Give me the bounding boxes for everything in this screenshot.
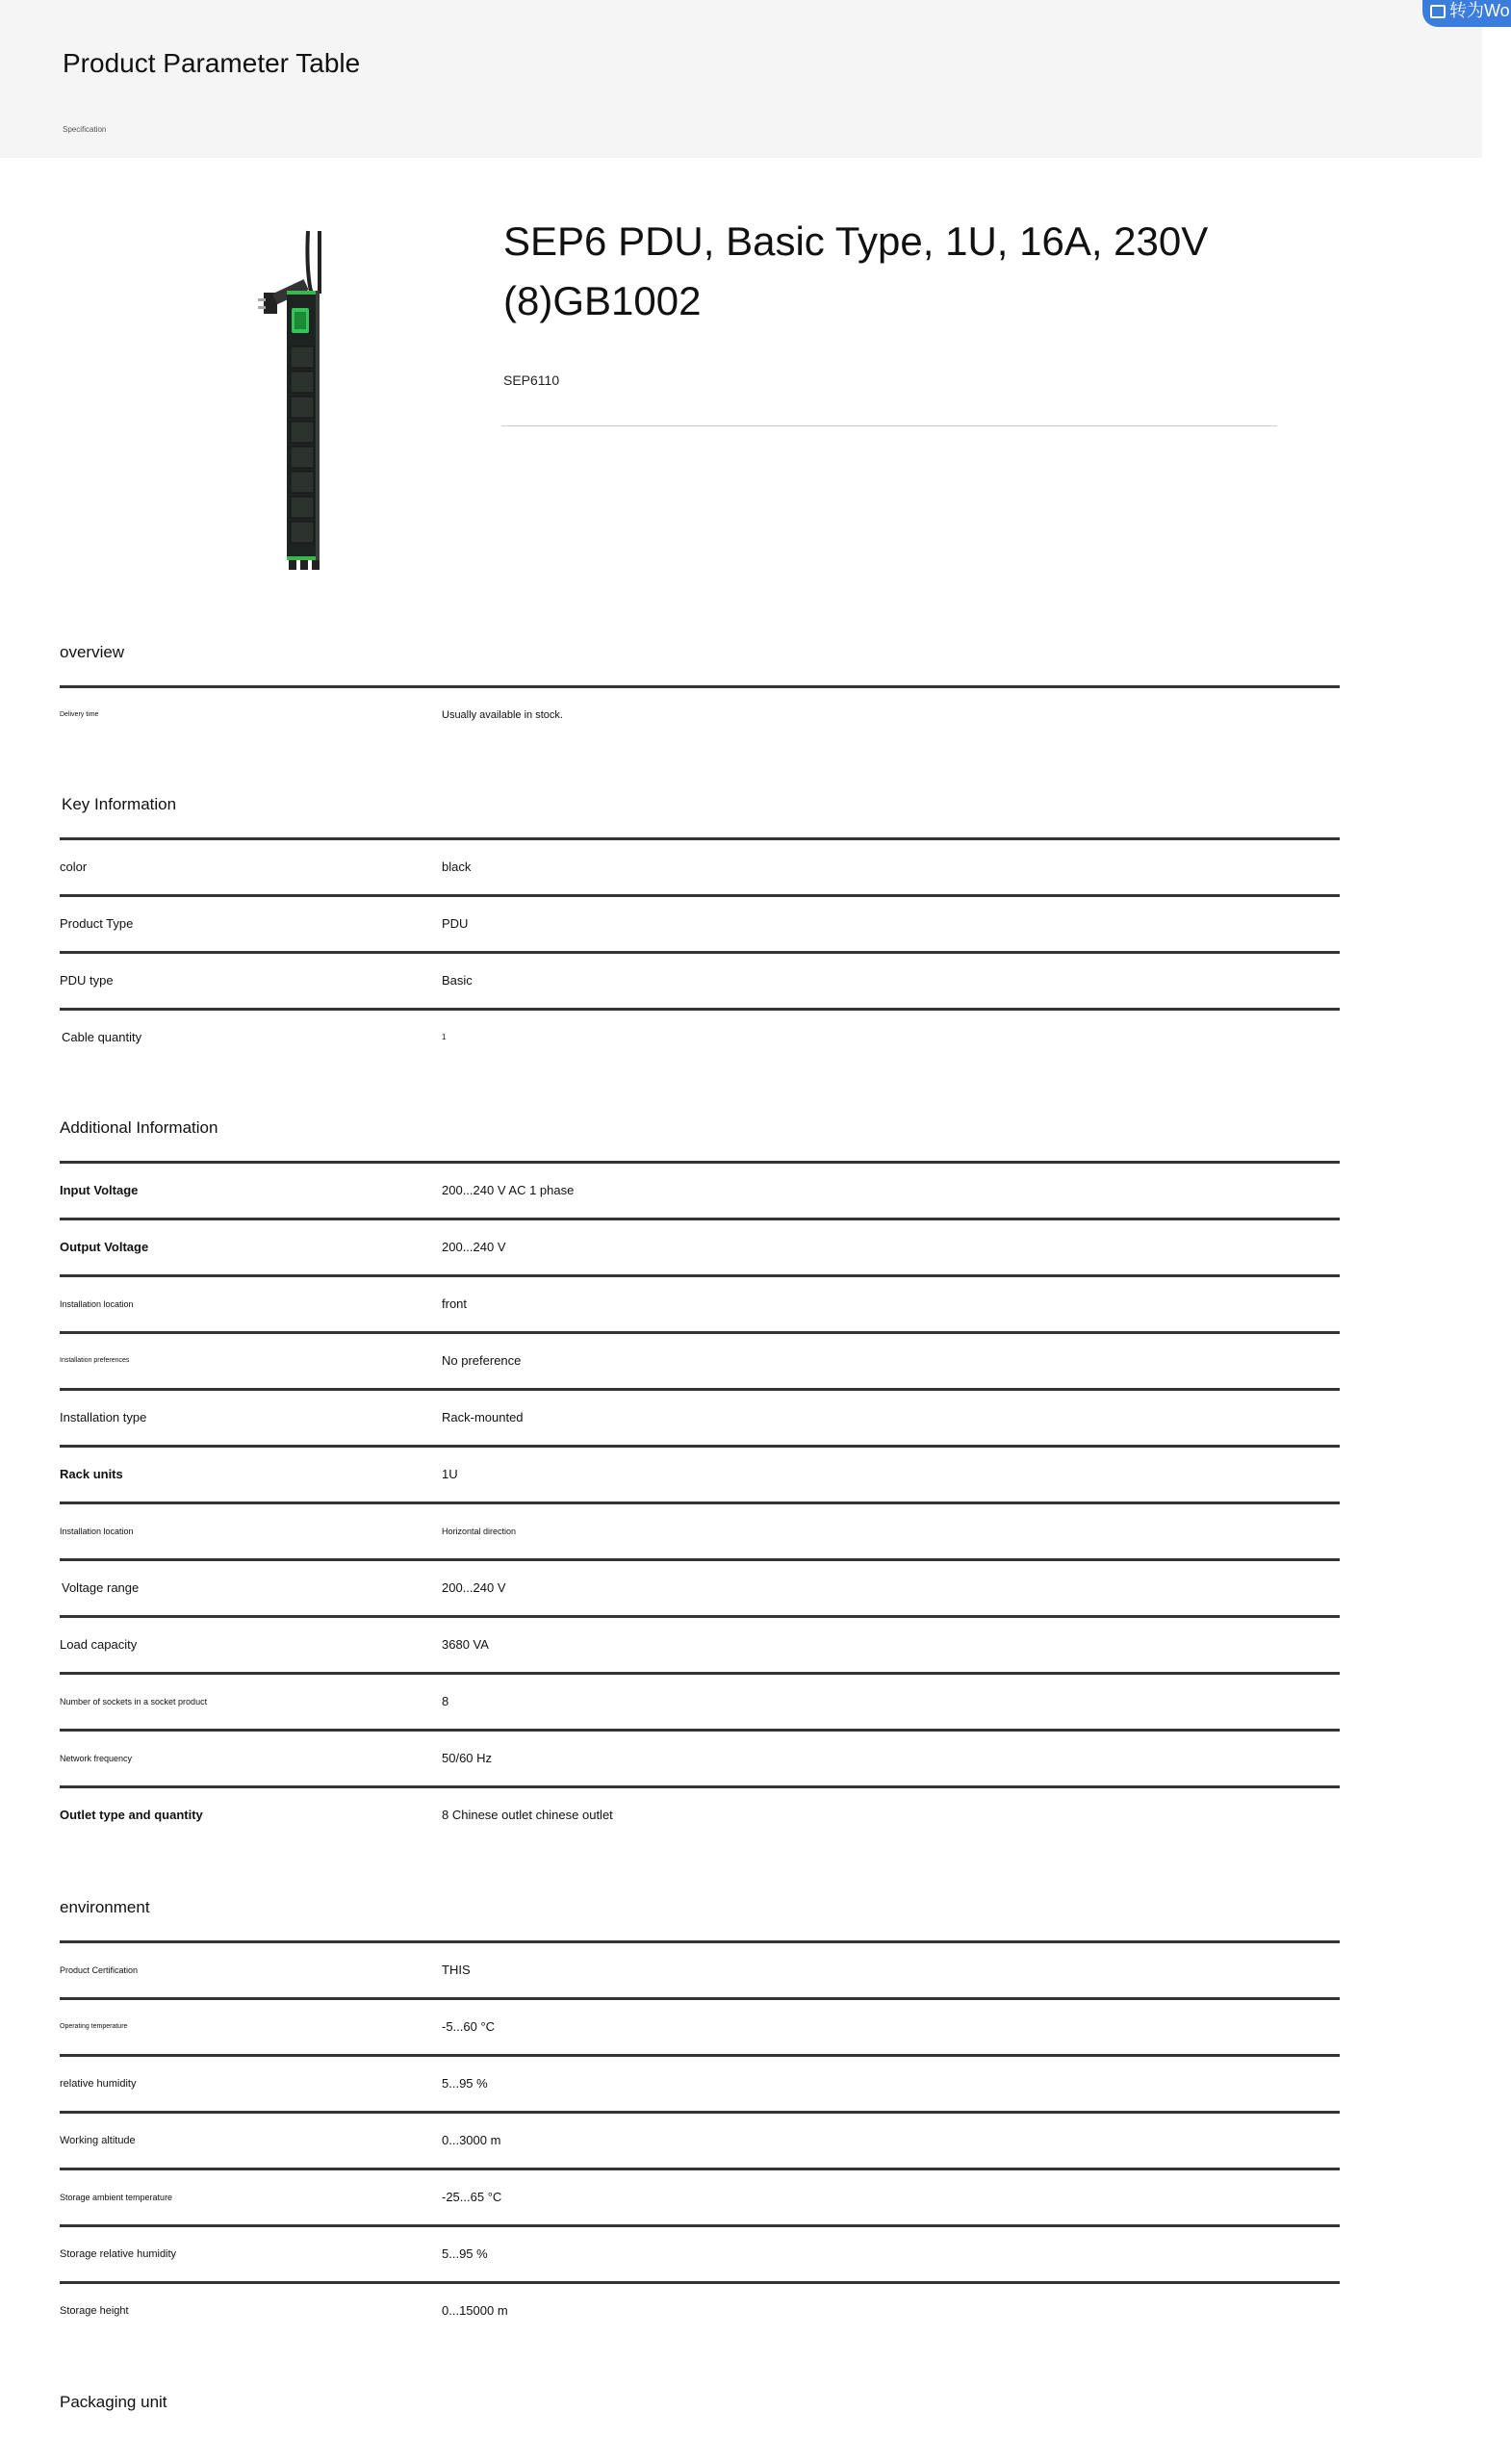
plug-pin-shape [258,298,266,301]
row-label: Installation location [60,1299,134,1309]
row-label: Product Type [60,916,134,931]
product-code: SEP6110 [503,372,560,388]
row-label: Voltage range [62,1580,140,1595]
product-title [503,212,1293,331]
page-title: Product Parameter Table [63,48,361,78]
outlet-shape [291,422,314,443]
table-row [60,1008,1340,1065]
table-row [60,1274,1340,1331]
row-label: Delivery time [60,711,99,718]
outlet-shape [291,346,314,368]
outlet-shape [291,447,314,468]
pdu-side-shape [316,291,320,560]
outlet-shape [291,372,314,393]
row-label: Storage ambient temperature [60,2193,173,2202]
pdu-foot-shape [289,560,296,570]
table-row [60,894,1340,951]
table-row [60,1502,1340,1558]
section-additional-information [60,1118,1340,1842]
pdu-green-strip-shape [287,556,320,560]
row-value: Rack-mounted [442,1410,524,1424]
outlet-shape [291,497,314,518]
table-row [60,2168,1340,2224]
pdu-foot-shape [312,560,320,570]
row-value: 5...95 % [442,2076,488,2091]
row-label: Operating temperature [60,2023,128,2030]
table-row [60,1785,1340,1842]
row-label: Product Certification [60,1965,139,1975]
translate-button[interactable] [1422,0,1511,27]
row-label: relative humidity [60,2078,137,2090]
row-value: 200...240 V [442,1240,506,1254]
row-value: THIS [442,1963,471,1977]
product-title-line-2: (8)GB1002 [503,278,702,323]
table-row [60,1672,1340,1729]
table-row [60,2224,1340,2281]
table-row [60,1615,1340,1672]
row-label: Storage height [60,2305,129,2317]
row-label: Rack units [60,1467,123,1481]
section-key-information [60,795,1340,1065]
row-label: Installation location [60,1527,134,1536]
row-label: Outlet type and quantity [60,1808,203,1822]
row-value: 200...240 V [442,1580,506,1595]
row-value: -25...65 °C [442,2190,502,2204]
row-value: 3680 VA [442,1637,489,1652]
row-label: Installation preferences [60,1357,130,1364]
pdu-green-strip-shape [287,291,320,295]
row-value: Usually available in stock. [442,709,563,721]
section-heading-packaging: Packaging unit [60,2393,167,2411]
row-label: color [60,860,88,874]
row-value: 1 [442,1033,447,1041]
page-subtitle: Specification [63,125,107,134]
row-label: Load capacity [60,1637,138,1652]
row-value: 200...240 V AC 1 phase [442,1183,575,1197]
row-value: PDU [442,916,469,931]
row-value: 8 Chinese outlet chinese outlet [442,1808,613,1822]
page-header [0,0,1482,158]
table-row [60,1388,1340,1445]
row-value: Basic [442,973,473,988]
row-value: Horizontal direction [442,1527,517,1536]
table-row [60,951,1340,1008]
table-row [60,1940,1340,1997]
row-value: No preference [442,1353,522,1368]
table-row [60,2111,1340,2168]
section-environment [60,1898,1340,2338]
translate-icon [1430,5,1446,18]
table-row [60,1558,1340,1615]
row-value: 50/60 Hz [442,1751,493,1765]
row-value: 5...95 % [442,2246,488,2261]
table-row [60,2281,1340,2338]
translate-label: 转为Wo [1449,1,1510,20]
row-label: Installation type [60,1410,147,1424]
pdu-foot-shape [300,560,308,570]
row-value: black [442,860,472,874]
row-value: 8 [442,1694,449,1708]
pdu-product-image [231,212,346,578]
plug-pin-shape [258,306,266,309]
table-row [60,837,1340,894]
table-row [60,1445,1340,1502]
section-heading: overview [60,643,125,661]
row-label: PDU type [60,973,114,988]
row-label: Output Voltage [60,1240,149,1254]
table-row [60,1331,1340,1388]
section-heading: Key Information [62,795,177,813]
row-value: 1U [442,1467,458,1481]
table-row [60,685,1340,742]
product-title-line-1: SEP6 PDU, Basic Type, 1U, 16A, 230V [503,218,1209,264]
row-label: Number of sockets in a socket product [60,1697,208,1707]
outlet-shape [291,472,314,493]
row-value: -5...60 °C [442,2019,496,2034]
table-row [60,1218,1340,1274]
row-value: 0...15000 m [442,2303,508,2318]
section-heading: environment [60,1898,150,1916]
row-label: Storage relative humidity [60,2248,177,2260]
table-row [60,1729,1340,1785]
section-overview [60,643,1340,742]
row-label: Input Voltage [60,1183,139,1197]
table-row [60,1997,1340,2054]
section-heading: Additional Information [60,1118,218,1137]
divider [501,425,1277,426]
row-label: Network frequency [60,1754,133,1763]
row-label: Working altitude [60,2135,136,2146]
outlet-shape [291,397,314,418]
table-row [60,1161,1340,1218]
table-row [60,2054,1340,2111]
row-label: Cable quantity [62,1030,142,1044]
outlet-shape [291,522,314,543]
pdu-switch-shape [295,312,306,329]
cable-shape [307,231,312,294]
row-value: front [442,1296,468,1311]
row-value: 0...3000 m [442,2133,501,2147]
